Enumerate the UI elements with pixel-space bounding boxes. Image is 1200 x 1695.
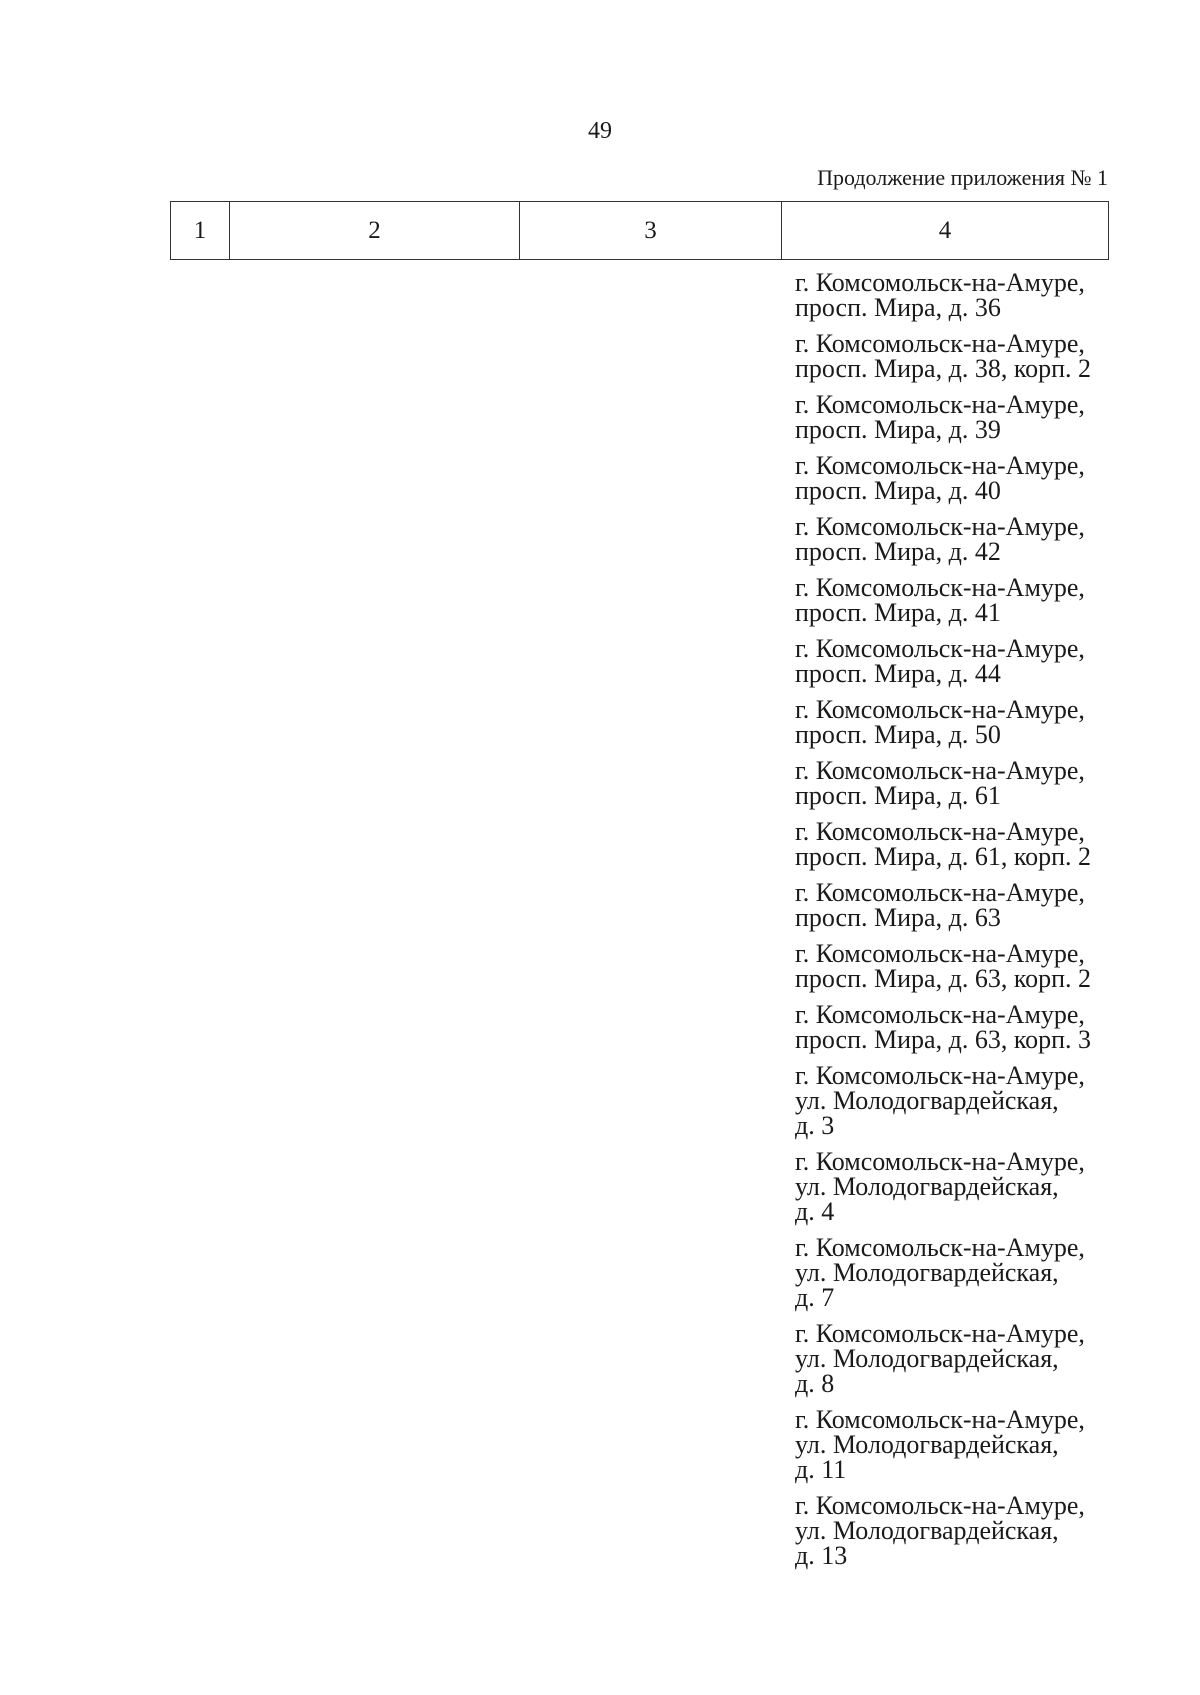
address-entry: [795, 758, 1125, 808]
address-line: г. Комсомольск-на-Амуре,: [795, 1147, 1085, 1176]
address-entry: [795, 453, 1125, 503]
address-line: г. Комсомольск-на-Амуре,: [795, 512, 1085, 541]
address-line: просп. Мира, д. 36: [795, 293, 1001, 322]
address-line: д. 13: [795, 1541, 848, 1570]
address-line: просп. Мира, д. 38, корп. 2: [795, 354, 1092, 383]
address-line: г. Комсомольск-на-Амуре,: [795, 268, 1085, 297]
address-entry: [795, 636, 1125, 686]
address-line: просп. Мира, д. 61: [795, 781, 1001, 810]
address-line: ул. Молодогвардейская,: [795, 1172, 1059, 1201]
address-entry: [795, 1235, 1125, 1310]
address-entry: [795, 1002, 1125, 1052]
address-line: г. Комсомольск-на-Амуре,: [795, 1405, 1085, 1434]
page-number: 49: [588, 118, 612, 144]
address-entry: [795, 575, 1125, 625]
address-line: г. Комсомольск-на-Амуре,: [795, 573, 1085, 602]
address-entry: [795, 270, 1125, 320]
address-entry: [795, 1063, 1125, 1138]
address-line: г. Комсомольск-на-Амуре,: [795, 878, 1085, 907]
continuation-label: Продолжение приложения № 1: [817, 165, 1108, 190]
address-line: просп. Мира, д. 50: [795, 720, 1001, 749]
column-number-4: 4: [782, 202, 1109, 260]
column-number-2: 2: [230, 202, 520, 260]
address-line: г. Комсомольск-на-Амуре,: [795, 817, 1085, 846]
address-line: просп. Мира, д. 41: [795, 598, 1001, 627]
address-line: просп. Мира, д. 40: [795, 476, 1001, 505]
address-line: просп. Мира, д. 63, корп. 3: [795, 1025, 1092, 1054]
address-line: ул. Молодогвардейская,: [795, 1258, 1059, 1287]
address-line: г. Комсомольск-на-Амуре,: [795, 390, 1085, 419]
address-entry: [795, 1407, 1125, 1482]
address-line: д. 4: [795, 1197, 835, 1226]
column-number-row: [171, 202, 1109, 260]
address-line: д. 7: [795, 1283, 835, 1312]
address-entry: [795, 331, 1125, 381]
address-line: г. Комсомольск-на-Амуре,: [795, 1233, 1085, 1262]
address-line: г. Комсомольск-на-Амуре,: [795, 695, 1085, 724]
address-entry: [795, 941, 1125, 991]
address-entry: [795, 1493, 1125, 1568]
address-entry: [795, 1149, 1125, 1224]
address-entry: [795, 1321, 1125, 1396]
address-line: г. Комсомольск-на-Амуре,: [795, 634, 1085, 663]
column-number-1: 1: [171, 202, 230, 260]
address-line: ул. Молодогвардейская,: [795, 1086, 1059, 1115]
address-line: просп. Мира, д. 61, корп. 2: [795, 842, 1092, 871]
address-line: д. 8: [795, 1369, 835, 1398]
address-entry: [795, 514, 1125, 564]
address-line: г. Комсомольск-на-Амуре,: [795, 1000, 1085, 1029]
address-line: просп. Мира, д. 39: [795, 415, 1001, 444]
address-list: [795, 270, 1125, 1579]
address-line: просп. Мира, д. 63, корп. 2: [795, 964, 1092, 993]
address-line: ул. Молодогвардейская,: [795, 1344, 1059, 1373]
address-entry: [795, 697, 1125, 747]
address-line: просп. Мира, д. 44: [795, 659, 1001, 688]
address-line: ул. Молодогвардейская,: [795, 1516, 1059, 1545]
address-line: г. Комсомольск-на-Амуре,: [795, 329, 1085, 358]
column-number-3: 3: [520, 202, 782, 260]
address-line: г. Комсомольск-на-Амуре,: [795, 451, 1085, 480]
address-line: г. Комсомольск-на-Амуре,: [795, 1319, 1085, 1348]
address-entry: [795, 819, 1125, 869]
address-line: г. Комсомольск-на-Амуре,: [795, 939, 1085, 968]
address-line: г. Комсомольск-на-Амуре,: [795, 1491, 1085, 1520]
address-entry: [795, 880, 1125, 930]
address-entry: [795, 392, 1125, 442]
address-line: г. Комсомольск-на-Амуре,: [795, 756, 1085, 785]
address-line: просп. Мира, д. 42: [795, 537, 1001, 566]
address-line: ул. Молодогвардейская,: [795, 1430, 1059, 1459]
address-line: д. 3: [795, 1111, 835, 1140]
column-number-table: [170, 201, 1109, 260]
address-line: г. Комсомольск-на-Амуре,: [795, 1061, 1085, 1090]
address-line: просп. Мира, д. 63: [795, 903, 1001, 932]
address-line: д. 11: [795, 1455, 847, 1484]
